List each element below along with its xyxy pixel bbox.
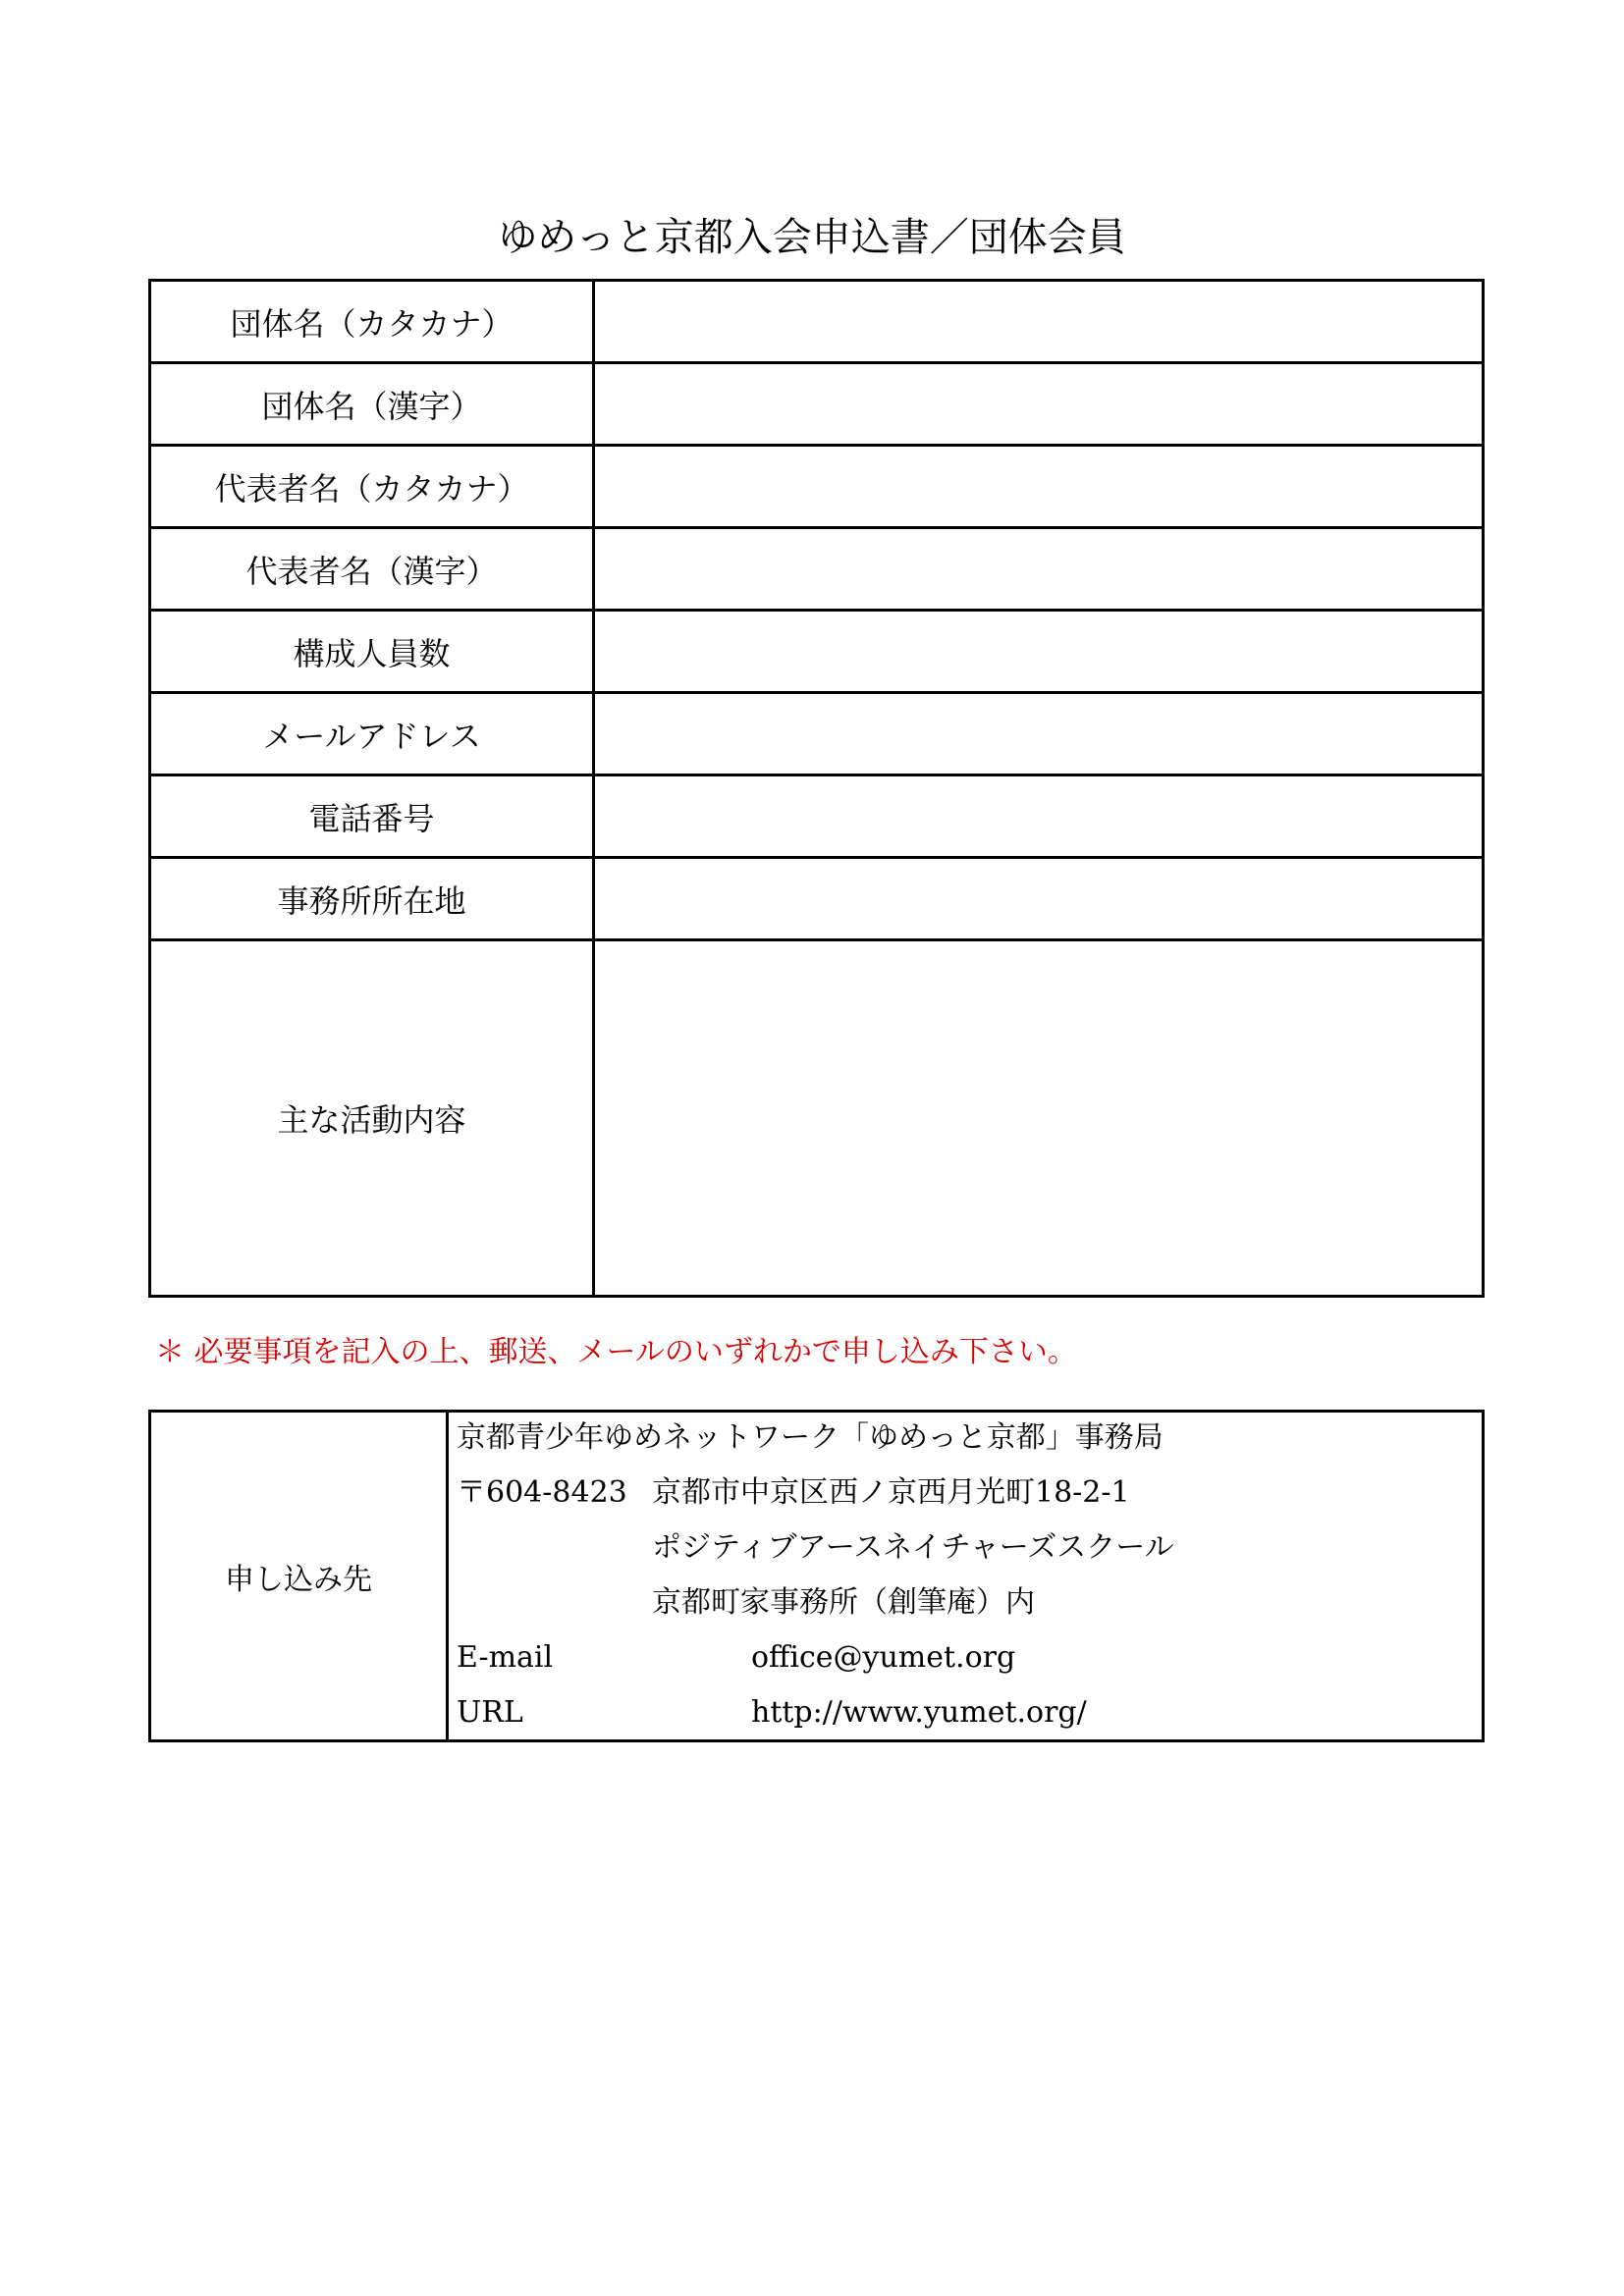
contact-url-label: URL [457, 1695, 523, 1730]
field-input-representative-kanji[interactable] [595, 529, 1482, 609]
field-label-representative-kana: 代表者名（カタカナ） [151, 447, 595, 526]
contact-organization: 京都青少年ゆめネットワーク「ゆめっと京都」事務局 [457, 1420, 1164, 1455]
field-label-representative-kanji: 代表者名（漢字） [151, 529, 595, 609]
contact-postal-code: 〒604-8423 [457, 1475, 627, 1510]
field-input-representative-kana[interactable] [595, 447, 1482, 526]
field-label-member-count: 構成人員数 [151, 612, 595, 691]
form-row-group-name-kana [151, 282, 1482, 364]
field-label-group-name-kana: 団体名（カタカナ） [151, 282, 595, 361]
contact-address: 京都市中京区西ノ京西月光町18-2-1 [652, 1475, 1130, 1510]
contact-info-table [148, 1410, 1485, 1742]
field-label-main-activities: 主な活動内容 [151, 941, 595, 1295]
page-title: ゆめっと京都入会申込書／団体会員 [498, 215, 1126, 260]
form-row-phone [151, 776, 1482, 859]
contact-email-link[interactable]: office@yumet.org [751, 1640, 1016, 1675]
contact-label: 申し込み先 [151, 1413, 449, 1739]
contact-address-line3: 京都町家事務所（創筆庵）内 [652, 1585, 1035, 1620]
field-label-office-address: 事務所所在地 [151, 859, 595, 938]
form-row-office-address [151, 859, 1482, 941]
form-row-main-activities [151, 941, 1482, 1295]
field-input-email[interactable] [595, 694, 1482, 774]
field-input-group-name-kanji[interactable] [595, 364, 1482, 444]
field-input-office-address[interactable] [595, 859, 1482, 938]
form-row-representative-kanji [151, 529, 1482, 612]
form-row-member-count [151, 612, 1482, 694]
contact-email-label: E-mail [457, 1640, 554, 1675]
contact-address-line2: ポジティブアースネイチャーズスクール [652, 1530, 1174, 1565]
application-form-table [148, 279, 1485, 1298]
field-label-email: メールアドレス [151, 694, 595, 774]
contact-url-link[interactable]: http://www.yumet.org/ [751, 1695, 1087, 1730]
field-input-main-activities[interactable] [595, 941, 1482, 1295]
field-input-group-name-kana[interactable] [595, 282, 1482, 361]
contact-details [449, 1413, 1482, 1739]
field-input-phone[interactable] [595, 776, 1482, 856]
field-input-member-count[interactable] [595, 612, 1482, 691]
form-row-representative-kana [151, 447, 1482, 529]
field-label-group-name-kanji: 団体名（漢字） [151, 364, 595, 444]
form-row-group-name-kanji [151, 364, 1482, 447]
submission-note: ＊ 必要事項を記入の上、郵送、メールのいずれかで申し込み下さい。 [155, 1335, 1077, 1369]
field-label-phone: 電話番号 [151, 776, 595, 856]
form-row-email [151, 694, 1482, 776]
